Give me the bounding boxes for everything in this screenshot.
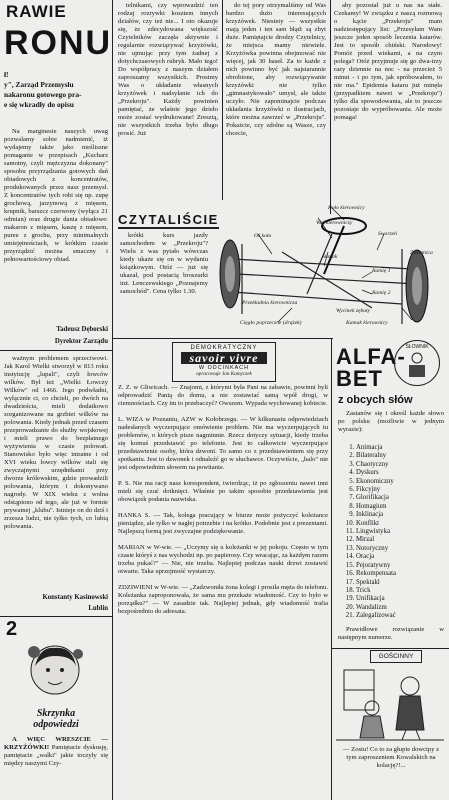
alfabet-title-1: ALFA- — [336, 344, 406, 369]
list-item: 13. Notoryczny — [356, 545, 449, 553]
label-arm-1: Ramię 1 — [372, 268, 391, 274]
savoir-body: Z. Z. w Gliwicach. — Znajomi, z którymi była Pani na zabawie, powinni byli odprowadzić Panią do domu, a nie zostawiać samą wpół drogi, w ciemnościach. Czy im to przebaczyć? Owszem. Wypada wychowanej kobiecie. L. WIZA w Poznaniu, AZW w Kołobrzegu. — W kilkunastu odpowiedziach nadesłanych wyczerpujące omówienie problem. Nie ma wyczerpujących tu problemów, o których pisze nagminnie. Rzecz dotyczy sytuacji, kiedy trzeba się komuś przedstawić po telefonie. Jest to całkowicie wyczerpujące przedstawienie osoby, która dzwoni. To samo co z przedstawieniem się przy spotkaniu. Jest to dzwonek i odnaleźć go w słuchawce. Oczywiście, „halo" nie jest odpowiednim słowem na powitanie. P. S. Nie ma racji nasz korespondent, twierdząc, iż po zgłoszeniu nawet inni mieli się czuć dotknięci. Właśnie po takim sposobie przedstawienia jest obowiązek podania nazwiska. HANKA S. — Tak, kolega pracujący w biurze może pożyczyć koleżance pieniądze, ale tylko w nagłej potrzebie i na krótko. Podobnie jest z prezentami. Najlepszą formą jest zwyczajne podziękowanie. MARIAN w W-wie. — „Uczymy się u koleżanki w jej pokoju. Często w tym czasie któryś z nas wychodzi np. po papierosy. Czy wracając, za każdym razem trzeba pukać?" — Nie, nie trzeba. Najlepiej podczas nauki drzwi zostawić otwarte. Taka uprzejmość wystarczy. ZDZIWIENI w W-wie. — „Zadzwoniła żona kolegi i prosiła męża do telefonu. Koleżanka zaproponowała, że sama mu przekaże wiadomość. Czy to było w porządku?" — W zasadzie tak. Najlepiej jednak, gdy wiadomość trafia bezpośrednio do adresata. — [118, 384, 328, 615]
cartoon-sign: GOŚCINNY — [370, 650, 422, 663]
logo-text: SŁOWNIK — [405, 344, 429, 350]
label-worm: Ślimak — [322, 254, 338, 260]
label-toothed-sector: Wycinek zębaty — [336, 308, 371, 314]
savoir-author: opracowuje Jan Kamyczek — [196, 371, 252, 377]
col2-body: telnikami, czy wprowadzić ten rodzaj rozrywki kosztem innych działów, czy też nie... I oto okazuje się, że zdecydowana większość Czytelników zaczęła aktywnie i regularnie rozwiązywać krzyżówki, nie ujmując przy tym żadnej z dotychczasowych rubryk. Mało tego! Do współpracy z naszym działem zaproszamy wszystkich. Prosimy Was o układanie własnych krzyżówek i nadsyłanie ich do „Przekroju". Każdy powinien pamiętać, że właśnie jego dzieło może zostać wydrukowane! Zresztą, nie wszystkich trzeba było długo prosić. Już — [118, 2, 218, 137]
label-steering-wheel: Koło kierownicy — [328, 205, 365, 211]
skrzynka-title-1: Skrzynka — [36, 708, 76, 719]
skrzynka-text: Pamiętacie dyskusję, pamiętacie „walki" jakie toczyły się między naszymi Czy- — [4, 744, 108, 767]
column-divider — [330, 0, 331, 214]
intro-block — [4, 70, 109, 110]
col4-body: aby pozostał już u nas na stałe. Czekamy! W związku z naszą rozmową o kącie „Przekroju" mam nadziestępujący list: „Przesyłam Wam jeszcze jeden sposób leczenia katarów. Jest to sposób chiński. Narodowy! Pomóż przed wiekami, a na czym polega? Otóż przyjmuje się go dwa-trzy razy dziennie na noc - na przecież 5 minut - i po tym, jak spróbowałem, to nie ma." Epidemia kataru już minęła (przypadkiem nawet w „Przekroju") tylko dla spowodowania, ale to jeszcze pozostaje do wypróbowania. Ale może pomaga! — [334, 2, 442, 121]
list-item: 2. Bilateralny — [356, 452, 449, 460]
intro-line: e się wkradły do opisu — [4, 100, 74, 109]
list-item: 3. Chaotyczny — [356, 461, 449, 469]
intro-line: ł! — [4, 70, 9, 79]
label-spindle: Zwrotnica — [410, 250, 433, 256]
col3-body: do tej pory otrzymaliśmy od Was bardzo dużo interesujących krzyżówek. Niestety — wszystkie mają jeden i ten sam błąd: są zbyt duże. Pamiętajcie drodzy Czytelnicy, że miejsca mamy niewiele. Krzyżówka powinna obejmować nie więcej, jak 30 haseł. Za to każde z nich powinno być jak najstarannie obrobione, aby rozwiązywanie krzyżówki nie tylko „gimnastykowało" umysł, ale także uczyło. Nie zapominajcie podczas układania krzyżówki o ilustracjach, które można zawrzeć w „Przekroju". Pokażcie, czy zdolne są Wasze, czy chcecie, — [226, 2, 326, 137]
list-item: 16. Rekompensata — [356, 570, 449, 578]
czytaliscie-title: CZYTALIŚCIE — [118, 212, 219, 227]
list-item: 17. Spektakl — [356, 579, 449, 587]
list-item: 21. Zalegalizować — [356, 612, 449, 620]
divider — [331, 648, 449, 649]
wolves-signature-place: Lublin — [88, 605, 108, 612]
divider — [0, 350, 113, 351]
column-divider — [112, 0, 113, 800]
intro-line: nakaronu gotowego pra- — [4, 90, 82, 99]
list-item: 15. Pejoratywny — [356, 562, 449, 570]
alfabet-intro: Zastanów się i określ każde słowo po polsku (możliwie w jednym wyrazie): — [338, 410, 444, 433]
wolves-article-body: ważnym problemem sprzeciwowi. Jak Karol Wielki stworzył w 813 roku instytucję „lupali", czyli łowców wilków. Był też „Wielki Łowczy Wilków" od 1466. Jego podwładni, wyłącznie ci, co chcieli, po dwóch na dwadzieścia, mieli dodatkowo zorganizowane na grzbiet wilków na polowania. Kiedy jednak przed czasem przeprowadzanie do służby wojskowej i mieli prawo do bezpłatnego wyżywienia w czasie polowań. Stanowisko było więc intratne i od XVI wieku łowcy wilków stali się zwyczajnymi urzędnikami przy dworze królewskim, gdzie prowadzili polowania, którym i dokonywano nagrody. W XIX wieku z wolna odstąpiono od tego, ale już w formie prywatnej „klubu". Istnieje on do dziś i zrzesza ludzi, nie tylko tych, co lubią polowania. — [4, 355, 108, 530]
intro-line: y", Zarząd Przemysłu — [4, 80, 74, 89]
label-arm-2: Ramię 2 — [372, 290, 391, 296]
title-part-1: RAWIE — [6, 2, 67, 21]
list-item: 19. Unifikacja — [356, 595, 449, 603]
column-divider — [331, 338, 332, 800]
alfabet-title-2: BET — [336, 366, 383, 391]
list-item: 9. Inklinacja — [356, 511, 449, 519]
savoir-sub: W ODCINKACH — [199, 365, 249, 371]
list-item: 12. Mirzal — [356, 536, 449, 544]
list-item: 1. Animacja — [356, 444, 449, 452]
book-figure-icon — [395, 349, 439, 383]
column-divider — [222, 0, 223, 200]
list-item: 20. Wandalizm — [356, 604, 449, 612]
list-item: 18. Trick — [356, 587, 449, 595]
title-part-2: RONU — [4, 24, 113, 62]
skrzynka-title — [4, 708, 108, 730]
label-wheel-axle: Oś koła — [254, 233, 272, 239]
label-tie-rod: Cięgło poprzeczne (drążek) — [240, 320, 302, 326]
wolves-signature-name: Konstanty Kasinowski — [42, 594, 108, 601]
label-steering-knuckle: Kamak kierownicy — [346, 320, 388, 326]
dictionary-logo — [394, 340, 440, 386]
skrzynka-title-2: odpowiedzi — [33, 719, 79, 730]
list-item: 6. Fikcyjny — [356, 486, 449, 494]
czytaliscie-body: krótki kurs jazdy samochodem w „Przekroju"? Wielu z was pytało wówczas kiedy ukaże się on w wydaniu książkowym. Otóż — już się ukazał, pod postacią broszurki inż. Lenczewskiego „Poznajemy samochód". Cena tylko 1.30. — [120, 232, 208, 295]
list-item: 4. Dyskurs — [356, 469, 449, 477]
alfabet-footer: Prawidłowe rozwiązanie w następnym numerze. — [338, 626, 444, 641]
skrzynka-body — [4, 736, 108, 798]
signature-name: Tadeusz Dęborski — [56, 326, 108, 333]
label-steering-gear: Przekładnia kierownicza — [242, 300, 298, 306]
divider — [0, 616, 113, 617]
savoir-main: savoir vivre — [181, 352, 267, 364]
label-king-pin: Sworzeń — [378, 231, 397, 237]
list-item: 10. Konflikt — [356, 520, 449, 528]
list-item: 5. Ekonomiczny — [356, 478, 449, 486]
skrzynka-lead: A WIĘC WRESZCIE — KRZYŻÓWKI! — [4, 736, 108, 751]
woman-portrait-illustration — [20, 640, 90, 702]
cartoon-illustration — [336, 664, 444, 742]
divider — [113, 338, 333, 339]
list-item: 11. Lingwistyka — [356, 528, 449, 536]
alfabet-subtitle: z obcych słów — [338, 394, 413, 406]
savoir-vivre-header — [172, 342, 276, 382]
left-top-body: Na marginesie naszych uwag pozwalamy sobie nadmienić, iż wydajemy także jako nieśliszne pomaganie w przepisach „Kucharz samotny, czyli mężczyzna dokonany" sposobu przyrządzania gotowych dań obiadowych z koncentratów, produkowanych przez nasz przemysł. Z koncentratów tych robi się np. zupę grochową, jarzynową z mięsem, krupnik, barszcz czerwony (wyłącz 21 odmian) oraz drugie dania obiadowe: makaron z mięsem, kaszę z mięsem, puree z grochu, przy minimalnych umiejętnościach, w krótkim czasie przyrządzić można smaczny i pełnowartościowy obiad. — [4, 128, 108, 263]
label-steering-shaft: Wał kierowniczy — [316, 220, 353, 226]
alfabet-word-list — [334, 444, 449, 621]
list-item: 14. Oracja — [356, 553, 449, 561]
signature-role: Dyrektor Zarządu — [54, 338, 108, 345]
skrzynka-number: 2 — [6, 618, 19, 640]
cartoon-caption: — Zosiu! Co to za głupie dowcipy z tym zaproszeniem Kowalskich na kolację?!... — [342, 746, 440, 769]
savoir-top: DEMOKRATYCZNY — [190, 345, 258, 351]
list-item: 7. Glorifikacja — [356, 494, 449, 502]
list-item: 8. Homagium — [356, 503, 449, 511]
